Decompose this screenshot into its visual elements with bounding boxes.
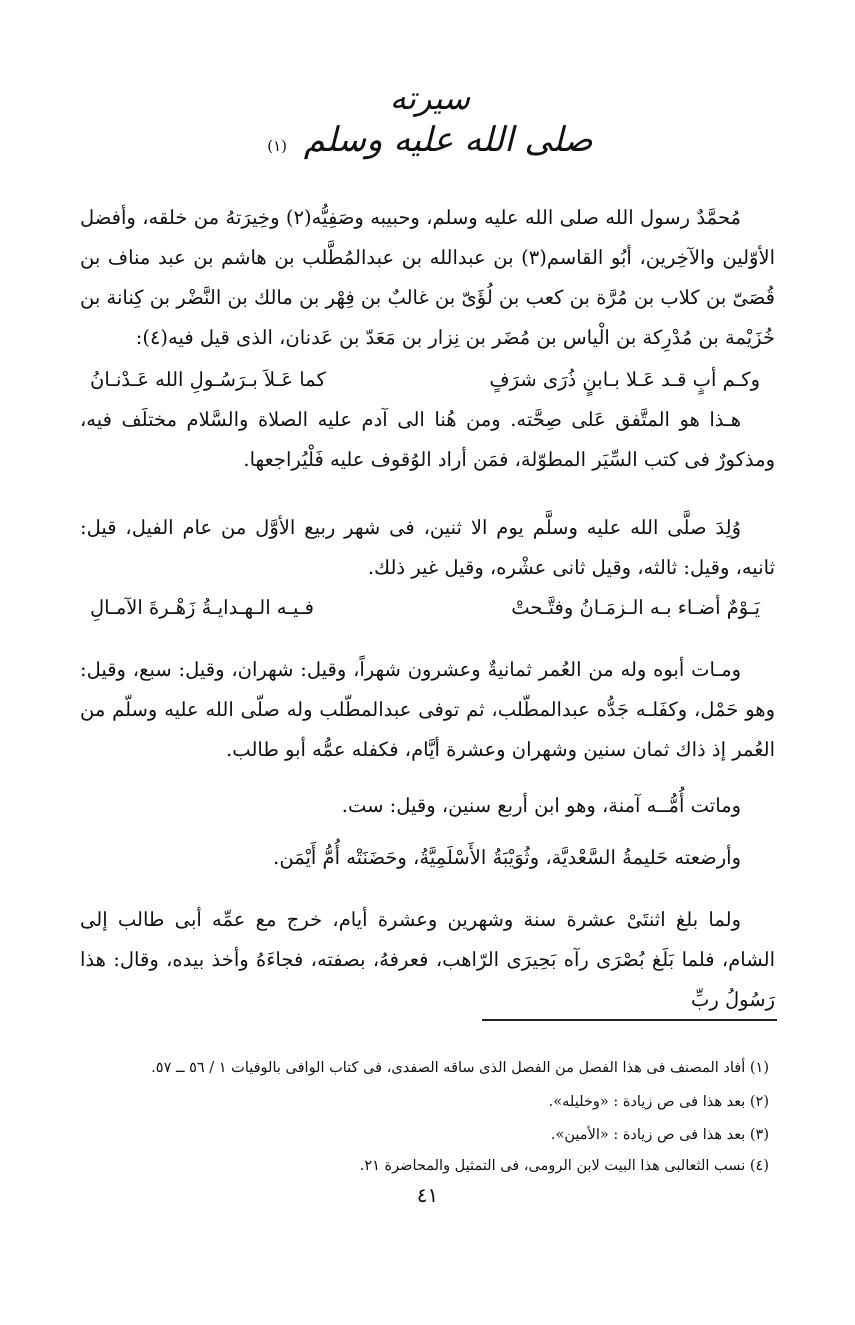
footnote-separator xyxy=(482,1019,777,1021)
paragraph-birth: وُلِدَ صلَّى الله عليه وسلَّم يوم الا ثنين، فى شهر ربيع الأوَّل من عام الفيل، قيل: ثانيه، وقيل: ثالثه، وقيل ثانى عشْره، وقيل غير ذلك. xyxy=(80,516,775,579)
footnote-1: (١) أفاد المصنف فى هذا الفصل من الفصل الذى ساقه الصفدى، فى كتاب الوافى بالوفيات ١ / ٥٦ ــ ٥٧. xyxy=(151,1060,769,1076)
verse-2 xyxy=(90,588,760,628)
title-line-2-text: صلى الله عليه وسلم xyxy=(303,120,593,160)
footnote-4: (٤) نسب الثعالبى هذا البيت لابن الرومى، فى التمثيل والمحاضرة ٢١. xyxy=(359,1158,769,1174)
verse-1-first-hemistich: وكـم أبٍ قـد عَـلا بـابنٍ ذُرَى شرَفٍ xyxy=(489,368,760,391)
page-number: ٤١ xyxy=(416,1183,439,1207)
paragraph-father-death: ومـات أبوه وله من العُمر ثمانيةٌ وعشرون شهراً، وقيل: شهران، وقيل: سبع، وقيل: وهو حَمْل، وكفَلـه جَدُّه عبدالمطّلب، ثم توفى عبدالمطّلب وله صلّى الله عليه وسلّم من العُمر إذ ذاك ثمان سنين وشهران وعشرة أيَّام، فكفله عمُّه أبو طالب. xyxy=(80,658,775,761)
verse-2-second-hemistich: فـيـه الـهـدايـةُ زَهْـرةَ الآمـالِ xyxy=(90,596,314,619)
chapter-title xyxy=(250,78,610,168)
title-line-1: سيرته xyxy=(389,79,471,117)
footnote-3: (٣) بعد هذا فى ص زيادة : «الأمين». xyxy=(550,1127,769,1143)
paragraph-lineage: مُحمَّدٌ رسول الله صلى الله عليه وسلم، وحبيبه وصَفِيُّه(٢) وخِيرَتهُ من خلقه، وأفضل الأوّلين والآخِرين، أبُو القاسم(٣) بن عبدالله بن عبدالمُطَّلب بن هاشم بن عبد مناف بن قُصَىّ بن كلاب بن مُرَّة بن كعب بن لُؤَىّ بن غالبٌ بن فِهْر بن مالك بن النَّضْر بن كِنانة بن خُزَيْمة بن مُدْرِكة بن الْياس بن مُضَر بن نِزار بن مَعَدّ بن عَدنان، الذى قيل فيه(٤): xyxy=(80,206,775,349)
paragraph-agreement: هـذا هو المتَّفق عَلى صِحَّته. ومن هُنا الى آدم عليه الصلاة والسَّلام مختلَف فيه، ومذكورٌ فى كتب السِّيَر المطوّلة، فمَن أراد الوُقوف عليه فَلْيُراجعها. xyxy=(80,408,775,471)
verse-2-first-hemistich: يَـوْمٌ أضـاء بـه الـزمَـانُ وفتَّـحتْ xyxy=(511,596,760,619)
paragraph-nursing: وأرضعته حَليمةُ السَّعْديَّة، وثُوَيْبَةُ الأَسْلَمِيَّةُ، وحَضَنَتْه أُمُّ أَيْمَن. xyxy=(273,846,741,869)
paragraph-mother-death: وماتت أُمُّــه آمنة، وهو ابن أربع سنين، وقيل: ست. xyxy=(341,794,741,817)
title-note-ref: (١) xyxy=(267,137,287,155)
verse-1 xyxy=(90,360,760,400)
title-line-2 xyxy=(250,118,610,168)
verse-1-second-hemistich: كما عَـلاَ بـرَسُـولِ الله عَـدْنـانُ xyxy=(90,368,326,391)
paragraph-syria-journey: ولما بلغ اثنتَىْ عشرة سنة وشهرين وعشرة أيام، خرج مع عمِّه أبى طالب إلى الشام، فلما بَلَغ بُصْرَى رآه بَحِيرَى الرّاهب، فعرفهُ، بصفته، فجاءَهُ وأخذ بيده، وقال: هذا رَسُولُ ربِّ xyxy=(80,908,775,1011)
footnote-2: (٢) بعد هذا فى ص زيادة : «وخليله». xyxy=(548,1094,769,1110)
